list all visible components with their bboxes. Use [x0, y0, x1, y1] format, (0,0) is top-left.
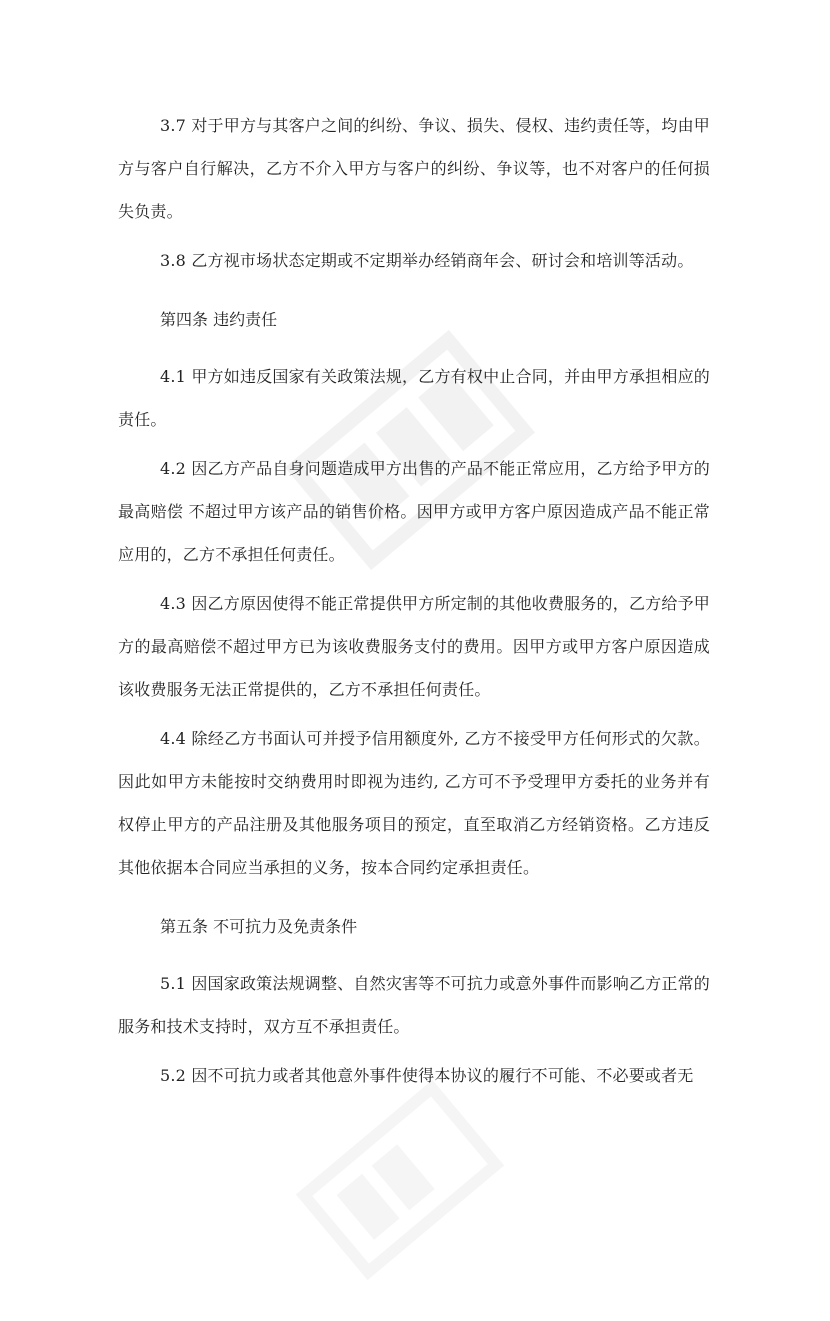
- paragraph-3-8: 3.8 乙方视市场状态定期或不定期举办经销商年会、研讨会和培训等活动。: [160, 251, 694, 270]
- section-heading-article-4: 第四条 违约责任: [160, 310, 278, 329]
- paragraph-5-1: 5.1 因国家政策法规调整、自然灾害等不可抗力或意外事件而影响乙方正常的服务和技术支持时，双方互不承担责任。: [118, 974, 710, 1036]
- paragraph-4-3: 4.3 因乙方原因使得不能正常提供甲方所定制的其他收费服务的，乙方给予甲方的最高赔偿不超过甲方已为该收费服务支付的费用。因甲方或甲方客户原因造成该收费服务无法正常提供的，乙方不承担任何责任。: [118, 594, 710, 699]
- section-heading-article-5: 第五条 不可抗力及免责条件: [160, 917, 358, 936]
- paragraph-4-2: 4.2 因乙方产品自身问题造成甲方出售的产品不能正常应用，乙方给予甲方的最高赔偿 不超过甲方该产品的销售价格。因甲方或甲方客户原因造成产品不能正常应用的，乙方不承担任何责任。: [118, 459, 710, 564]
- paragraph-3-7: 3.7 对于甲方与其客户之间的纠纷、争议、损失、侵权、违约责任等，均由甲方与客户自行解决，乙方不介入甲方与客户的纠纷、争议等，也不对客户的任何损失负责。: [118, 116, 710, 221]
- document-body: [118, 104, 710, 1097]
- paragraph-4-4: 4.4 除经乙方书面认可并授予信用额度外, 乙方不接受甲方任何形式的欠款。因此如甲方未能按时交纳费用时即视为违约, 乙方可不予受理甲方委托的业务并有权停止甲方的产品注册及其他服务项目的预定，直至取消乙方经销资格。乙方违反其他依据本合同应当承担的义务，按本合同约定承担责任。: [118, 729, 710, 877]
- paragraph-5-2: 5.2 因不可抗力或者其他意外事件使得本协议的履行不可能、不必要或者无: [160, 1066, 694, 1085]
- paragraph-4-1: 4.1 甲方如违反国家有关政策法规，乙方有权中止合同，并由甲方承担相应的责任。: [118, 367, 710, 429]
